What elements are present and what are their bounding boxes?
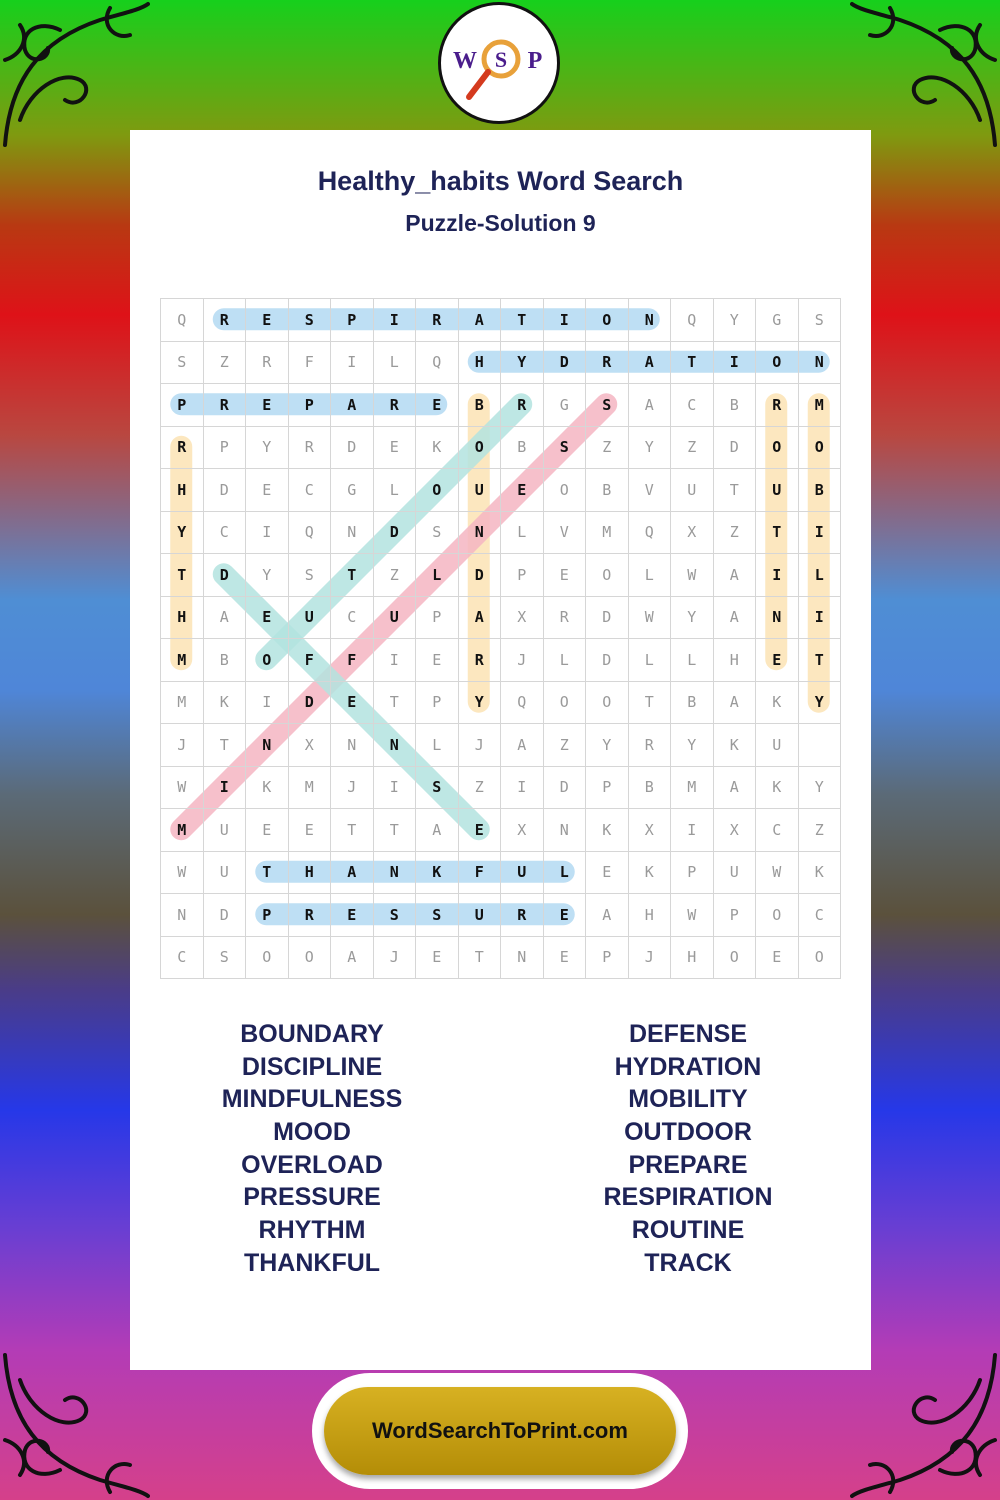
grid-cell: D — [586, 597, 629, 640]
grid-cell: I — [544, 299, 587, 342]
word-list-item: THANKFUL — [243, 1248, 381, 1277]
grid-cell: K — [246, 767, 289, 810]
grid-cell: O — [586, 554, 629, 597]
grid-cell: A — [331, 937, 374, 980]
grid-cell: S — [204, 937, 247, 980]
grid-cell: O — [756, 894, 799, 937]
grid-cell: E — [544, 894, 587, 937]
grid-cell: U — [756, 469, 799, 512]
grid-cell: X — [501, 597, 544, 640]
grid-cell: U — [374, 597, 417, 640]
grid-cell: R — [501, 384, 544, 427]
grid-cell: I — [246, 512, 289, 555]
grid-cell: O — [756, 427, 799, 470]
grid-cell: F — [331, 639, 374, 682]
grid-cell: T — [331, 554, 374, 597]
corner-ornament-icon — [0, 1350, 150, 1500]
grid-cell: Y — [629, 427, 672, 470]
grid-cell: S — [799, 299, 842, 342]
site-link-button[interactable] — [324, 1387, 676, 1475]
grid-cell: P — [246, 894, 289, 937]
grid-cell: R — [459, 639, 502, 682]
grid-cell: M — [161, 682, 204, 725]
grid-cell: Y — [799, 682, 842, 725]
grid-cell: P — [586, 937, 629, 980]
grid-cell: D — [459, 554, 502, 597]
grid-cell: E — [246, 469, 289, 512]
grid-cell: E — [501, 469, 544, 512]
grid-cell — [799, 724, 842, 767]
grid-cell: O — [756, 342, 799, 385]
logo-letter-p: P — [527, 48, 543, 74]
grid-cell: Z — [714, 512, 757, 555]
grid-cell: E — [246, 809, 289, 852]
site-link-label: WordSearchToPrint.com — [372, 1418, 628, 1443]
grid-cell: R — [204, 299, 247, 342]
grid-cell: X — [629, 809, 672, 852]
grid-cell: S — [416, 894, 459, 937]
grid-cell: D — [544, 342, 587, 385]
word-list-item: BOUNDARY — [240, 1020, 384, 1048]
grid-cell: Y — [161, 512, 204, 555]
grid-cell: L — [416, 724, 459, 767]
grid-cell: R — [289, 894, 332, 937]
grid-cell: A — [459, 597, 502, 640]
logo-letter-s: S — [494, 47, 508, 72]
grid-cell: U — [204, 809, 247, 852]
word-list-item: RHYTHM — [258, 1216, 366, 1245]
grid-cell: U — [459, 894, 502, 937]
grid-cell: I — [246, 682, 289, 725]
grid-cell: N — [374, 852, 417, 895]
grid-cell: P — [501, 554, 544, 597]
grid-cell: U — [204, 852, 247, 895]
grid-cell: J — [161, 724, 204, 767]
grid-cell: X — [289, 724, 332, 767]
word-list-left — [147, 1018, 477, 1280]
grid-cell: T — [459, 937, 502, 980]
grid-cell: B — [586, 469, 629, 512]
grid-cell: E — [289, 809, 332, 852]
grid-cell: N — [629, 299, 672, 342]
grid-cell: K — [756, 682, 799, 725]
grid-cell: D — [289, 682, 332, 725]
grid-cell: U — [289, 597, 332, 640]
grid-cell: E — [374, 427, 417, 470]
grid-cell: M — [161, 639, 204, 682]
grid-cell: I — [756, 554, 799, 597]
grid-cell: S — [289, 554, 332, 597]
grid-cell: A — [501, 724, 544, 767]
grid-cell: Q — [501, 682, 544, 725]
grid-cell: R — [544, 597, 587, 640]
grid-cell: Y — [799, 767, 842, 810]
grid-cell: E — [416, 937, 459, 980]
word-list-item: HYDRATION — [614, 1052, 762, 1081]
grid-cell: I — [331, 342, 374, 385]
grid-cell: A — [459, 299, 502, 342]
word-list — [130, 1018, 871, 1288]
grid-cell: G — [756, 299, 799, 342]
grid-cell: E — [416, 639, 459, 682]
grid-cell: D — [586, 639, 629, 682]
grid-cell: B — [799, 469, 842, 512]
grid-cell: X — [501, 809, 544, 852]
grid-cell: E — [416, 384, 459, 427]
grid-cell: N — [161, 894, 204, 937]
grid-cell: X — [671, 512, 714, 555]
grid-cell: Y — [714, 299, 757, 342]
corner-ornament-icon — [850, 1350, 1000, 1500]
grid-cell: L — [416, 554, 459, 597]
grid-cell: I — [374, 639, 417, 682]
word-grid — [160, 298, 841, 979]
grid-cell: L — [629, 639, 672, 682]
grid-cell: O — [459, 427, 502, 470]
grid-cell: F — [459, 852, 502, 895]
grid-cell: A — [331, 852, 374, 895]
grid-cell: B — [629, 767, 672, 810]
grid-cell: D — [204, 469, 247, 512]
grid-cell: B — [204, 639, 247, 682]
grid-cell: W — [161, 852, 204, 895]
grid-cell: K — [714, 724, 757, 767]
corner-ornament-icon — [0, 0, 150, 150]
grid-cell: P — [161, 384, 204, 427]
grid-cell: H — [161, 597, 204, 640]
grid-cell: V — [629, 469, 672, 512]
grid-cell: U — [756, 724, 799, 767]
grid-cell: S — [586, 384, 629, 427]
grid-cell: E — [246, 384, 289, 427]
word-list-item: MOBILITY — [628, 1085, 748, 1114]
grid-cell: L — [374, 469, 417, 512]
grid-cell: I — [799, 512, 842, 555]
grid-cell: Q — [629, 512, 672, 555]
grid-cell: I — [374, 767, 417, 810]
grid-cell: K — [586, 809, 629, 852]
grid-cell: K — [756, 767, 799, 810]
word-list-item: MINDFULNESS — [221, 1085, 403, 1114]
grid-cell: T — [629, 682, 672, 725]
grid-cell: Y — [246, 554, 289, 597]
grid-cell: K — [416, 852, 459, 895]
grid-cell: W — [671, 554, 714, 597]
grid-cell: N — [756, 597, 799, 640]
grid-cell: R — [416, 299, 459, 342]
grid-cell: O — [799, 427, 842, 470]
grid-cell: U — [459, 469, 502, 512]
grid-cell: E — [544, 554, 587, 597]
word-list-item: PREPARE — [628, 1150, 748, 1179]
grid-cell: S — [416, 767, 459, 810]
grid-cell: R — [586, 342, 629, 385]
grid-cell: E — [246, 597, 289, 640]
grid-cell: N — [331, 724, 374, 767]
grid-cell: T — [331, 809, 374, 852]
grid-cell: A — [714, 554, 757, 597]
grid-cell: I — [671, 809, 714, 852]
grid-cell: Y — [671, 597, 714, 640]
grid-cell: I — [714, 342, 757, 385]
grid-cell: R — [246, 342, 289, 385]
grid-cell: I — [374, 299, 417, 342]
grid-cell: L — [544, 852, 587, 895]
grid-cell: E — [756, 937, 799, 980]
grid-cell: A — [586, 894, 629, 937]
grid-cell: N — [799, 342, 842, 385]
grid-cell: E — [331, 682, 374, 725]
grid-cell: G — [331, 469, 374, 512]
word-list-item: DISCIPLINE — [241, 1052, 383, 1081]
grid-cell: A — [416, 809, 459, 852]
grid-cell: P — [331, 299, 374, 342]
grid-cell: N — [374, 724, 417, 767]
grid-cell: P — [671, 852, 714, 895]
grid-cell: H — [459, 342, 502, 385]
grid-cell: V — [544, 512, 587, 555]
grid-cell: R — [756, 384, 799, 427]
grid-cell: O — [289, 937, 332, 980]
grid-cell: M — [799, 384, 842, 427]
grid-cell: B — [714, 384, 757, 427]
grid-cell: Y — [459, 682, 502, 725]
grid-cell: R — [204, 384, 247, 427]
grid-cell: A — [629, 384, 672, 427]
grid-cell: T — [671, 342, 714, 385]
grid-cell: N — [501, 937, 544, 980]
grid-cell: M — [161, 809, 204, 852]
footer-link-container — [312, 1373, 688, 1489]
grid-cell: C — [756, 809, 799, 852]
grid-cell: T — [756, 512, 799, 555]
grid-cell: B — [501, 427, 544, 470]
word-list-item: MOOD — [273, 1118, 351, 1147]
grid-cell: A — [714, 767, 757, 810]
grid-cell: B — [459, 384, 502, 427]
grid-cell: Q — [416, 342, 459, 385]
grid-cell: J — [629, 937, 672, 980]
grid-cell: Q — [671, 299, 714, 342]
grid-cell: B — [671, 682, 714, 725]
grid-cell: C — [799, 894, 842, 937]
grid-cell: T — [374, 809, 417, 852]
grid-cell: A — [331, 384, 374, 427]
grid-cell: C — [671, 384, 714, 427]
grid-cell: R — [161, 427, 204, 470]
grid-cell: P — [289, 384, 332, 427]
word-list-item: RESPIRATION — [603, 1183, 773, 1212]
grid-cell: D — [204, 894, 247, 937]
grid-cell: H — [671, 937, 714, 980]
grid-cell: O — [544, 469, 587, 512]
grid-cell: U — [501, 852, 544, 895]
logo-letter-w: W — [453, 48, 477, 74]
grid-cell: Q — [161, 299, 204, 342]
grid-cell: N — [331, 512, 374, 555]
grid-cell: J — [459, 724, 502, 767]
grid-cell: J — [331, 767, 374, 810]
grid-cell: A — [204, 597, 247, 640]
page-subtitle: Puzzle-Solution 9 — [405, 210, 596, 236]
grid-cell: S — [544, 427, 587, 470]
grid-cell: W — [671, 894, 714, 937]
grid-cell: W — [756, 852, 799, 895]
grid-cell: D — [714, 427, 757, 470]
grid-cell: O — [416, 469, 459, 512]
grid-cell: P — [416, 597, 459, 640]
grid-cell: L — [374, 342, 417, 385]
grid-cell: E — [246, 299, 289, 342]
grid-cell: K — [204, 682, 247, 725]
grid-cell: O — [714, 937, 757, 980]
magnifier-logo-icon — [441, 5, 557, 121]
grid-cell: I — [501, 767, 544, 810]
grid-cell: T — [246, 852, 289, 895]
grid-cell: I — [799, 597, 842, 640]
grid-cell: D — [204, 554, 247, 597]
grid-cell: G — [544, 384, 587, 427]
grid-cell: O — [246, 937, 289, 980]
grid-cell: W — [629, 597, 672, 640]
grid-cell: M — [289, 767, 332, 810]
grid-cell: R — [501, 894, 544, 937]
grid-cell: A — [629, 342, 672, 385]
grid-cell: Z — [204, 342, 247, 385]
grid-cell: L — [799, 554, 842, 597]
grid-cell: Y — [586, 724, 629, 767]
grid-cell: Y — [501, 342, 544, 385]
grid-cell: Z — [374, 554, 417, 597]
grid-cell: S — [161, 342, 204, 385]
grid-cell: J — [501, 639, 544, 682]
grid-cell: O — [586, 299, 629, 342]
corner-ornament-icon — [850, 0, 1000, 150]
grid-cell: P — [714, 894, 757, 937]
grid-cell: P — [416, 682, 459, 725]
grid-cell: Q — [289, 512, 332, 555]
grid-cell: T — [501, 299, 544, 342]
grid-cell: J — [374, 937, 417, 980]
grid-cell: P — [204, 427, 247, 470]
grid-cell: P — [586, 767, 629, 810]
grid-cell: F — [289, 639, 332, 682]
grid-cell: T — [161, 554, 204, 597]
grid-cell: S — [416, 512, 459, 555]
grid-cell: Z — [799, 809, 842, 852]
word-list-item: DEFENSE — [628, 1020, 748, 1048]
grid-cell: S — [374, 894, 417, 937]
grid-cell: W — [161, 767, 204, 810]
word-list-item: ROUTINE — [631, 1216, 745, 1245]
grid-cell: N — [246, 724, 289, 767]
grid-cell: E — [331, 894, 374, 937]
grid-cell: H — [714, 639, 757, 682]
puzzle-panel — [130, 130, 871, 1370]
grid-cell: C — [331, 597, 374, 640]
grid-cell: U — [714, 852, 757, 895]
grid-cell: A — [714, 597, 757, 640]
grid-cell: H — [629, 894, 672, 937]
grid-cell: T — [374, 682, 417, 725]
grid-cell: H — [289, 852, 332, 895]
word-list-item: PRESSURE — [243, 1183, 381, 1212]
grid-cell: T — [714, 469, 757, 512]
grid-cell: E — [459, 809, 502, 852]
grid-cell: Z — [459, 767, 502, 810]
grid-cell: N — [459, 512, 502, 555]
grid-cell: I — [204, 767, 247, 810]
grid-cell: K — [416, 427, 459, 470]
grid-cell: Z — [586, 427, 629, 470]
grid-cell: Y — [246, 427, 289, 470]
grid-cell: E — [544, 937, 587, 980]
grid-cell: R — [289, 427, 332, 470]
grid-cell: E — [586, 852, 629, 895]
word-list-item: OUTDOOR — [624, 1118, 752, 1147]
grid-cell: K — [799, 852, 842, 895]
grid-cell: Z — [671, 427, 714, 470]
grid-cell: L — [544, 639, 587, 682]
grid-cell: K — [629, 852, 672, 895]
grid-cell: X — [714, 809, 757, 852]
grid-cell: U — [671, 469, 714, 512]
grid-cell: Z — [544, 724, 587, 767]
grid-cell: T — [799, 639, 842, 682]
grid-cell: C — [204, 512, 247, 555]
grid-cell: L — [501, 512, 544, 555]
grid-cell: R — [629, 724, 672, 767]
page-title: Healthy_habits Word Search — [317, 166, 684, 196]
grid-cell: R — [374, 384, 417, 427]
grid-cell: S — [289, 299, 332, 342]
grid-cell: L — [671, 639, 714, 682]
grid-cell: D — [544, 767, 587, 810]
grid-cell: E — [756, 639, 799, 682]
word-list-right — [523, 1018, 853, 1280]
grid-cell: M — [671, 767, 714, 810]
grid-cell: A — [714, 682, 757, 725]
grid-cell: Y — [671, 724, 714, 767]
grid-cell: H — [161, 469, 204, 512]
grid-cell: L — [629, 554, 672, 597]
grid-cell: O — [246, 639, 289, 682]
grid-cell: C — [161, 937, 204, 980]
word-list-item: OVERLOAD — [241, 1150, 383, 1179]
grid-cell: D — [374, 512, 417, 555]
grid-cell: M — [586, 512, 629, 555]
word-list-item: TRACK — [644, 1248, 732, 1277]
grid-cell: C — [289, 469, 332, 512]
grid-cell: T — [204, 724, 247, 767]
grid-cell: O — [799, 937, 842, 980]
grid-cell: F — [289, 342, 332, 385]
grid-cell: D — [331, 427, 374, 470]
grid-cell: O — [586, 682, 629, 725]
grid-cell: N — [544, 809, 587, 852]
grid-cell: O — [544, 682, 587, 725]
site-logo[interactable] — [438, 2, 560, 124]
